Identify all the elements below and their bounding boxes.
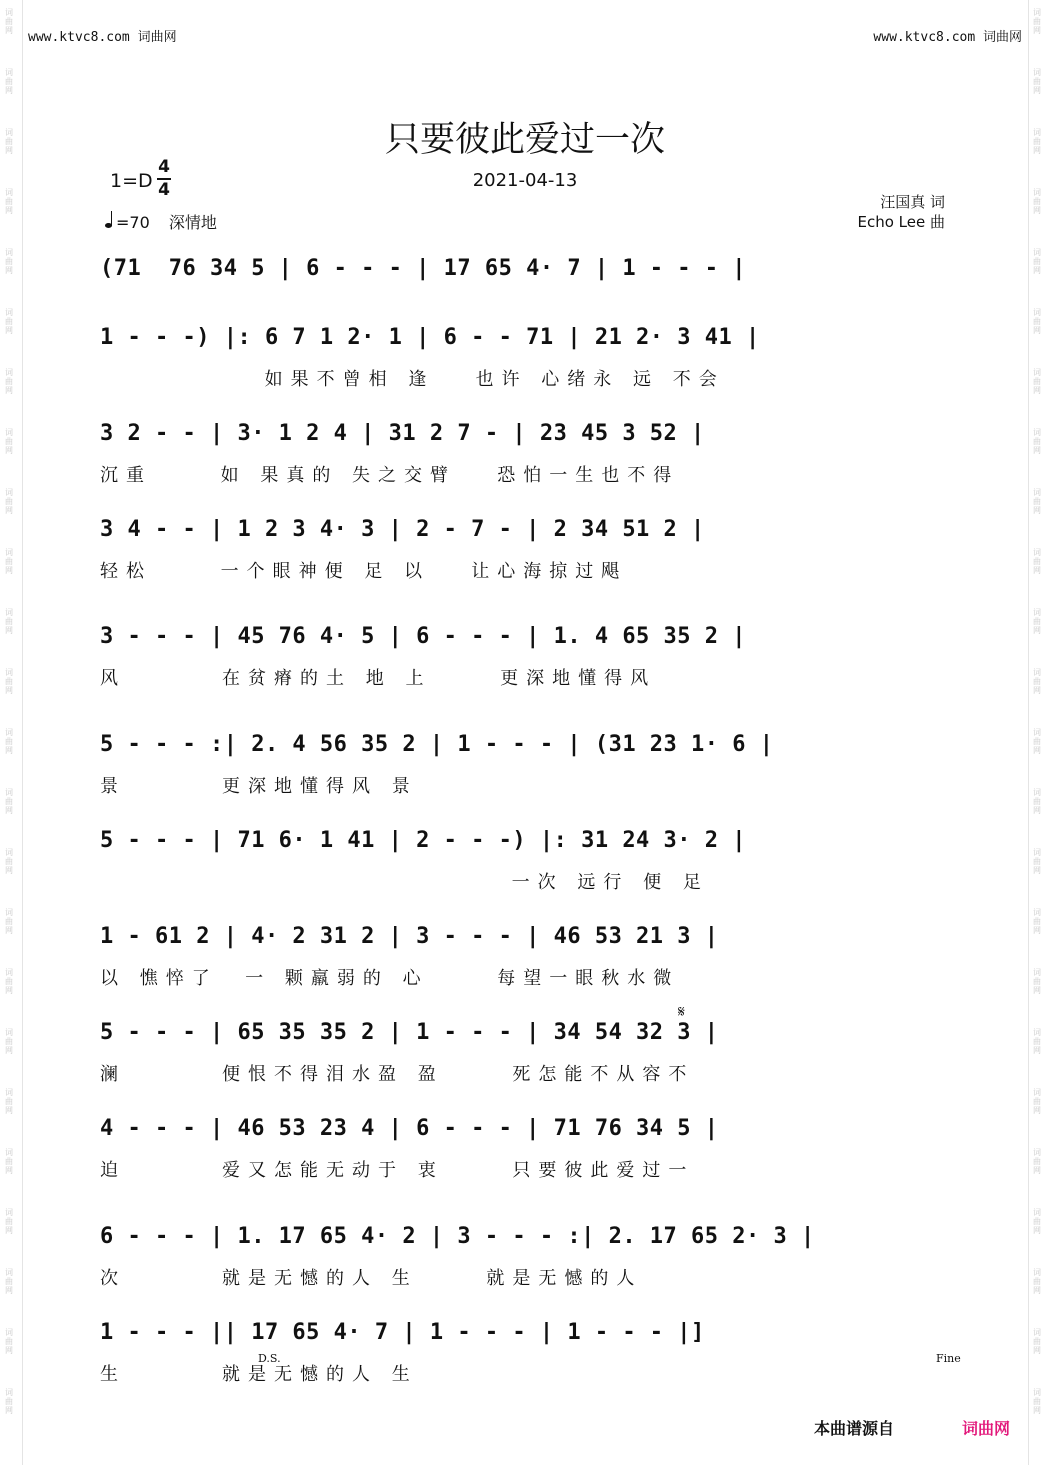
edge-watermark-text: 词曲网 <box>5 1268 13 1295</box>
score-row <box>0 256 1050 326</box>
edge-watermark-text: 词曲网 <box>1033 488 1041 515</box>
edge-watermark-text: 词曲网 <box>1033 248 1041 275</box>
edge-watermark-text: 词曲网 <box>5 188 13 215</box>
edge-watermark-text: 词曲网 <box>1033 8 1041 35</box>
notation-line: 3 2 - - | 3· 1 2 4 | 31 2 7 - | 23 45 3 52 | <box>100 421 705 446</box>
score-row <box>0 828 1050 898</box>
lyrics-line: 次 就是无憾的人 生 就是无憾的人 <box>100 1268 643 1289</box>
edge-watermark-text: 词曲网 <box>1033 968 1041 995</box>
notation-line: 1 - - - || 17 65 4· 7 | 1 - - - | 1 - - - |] <box>100 1320 705 1345</box>
key-signature: 1=D <box>110 170 153 192</box>
lyrics-line: 如果不曾相 逢 也许 心绪永 远 不会 <box>100 369 725 390</box>
notation-line: 1 - - -) |: 6 7 1 2· 1 | 6 - - 71 | 21 2· 3 41 | <box>100 325 760 350</box>
notation-line: 3 4 - - | 1 2 3 4· 3 | 2 - 7 - | 2 34 51 2 | <box>100 517 705 542</box>
edge-watermark-text: 词曲网 <box>5 8 13 35</box>
edge-watermark-text: 词曲网 <box>1033 608 1041 635</box>
edge-watermark-text: 词曲网 <box>1033 1148 1041 1175</box>
edge-watermark-text: 词曲网 <box>1033 1028 1041 1055</box>
notation-line: 3 - - - | 45 76 4· 5 | 6 - - - | 1. 4 65 35 2 | <box>100 624 747 649</box>
edge-watermark-text: 词曲网 <box>1033 908 1041 935</box>
edge-watermark-text: 词曲网 <box>1033 1268 1041 1295</box>
score-row <box>0 517 1050 587</box>
lyrics-line: 轻松 一个眼神便 足 以 让心海掠过飓 <box>100 561 628 582</box>
edge-watermark-text: 词曲网 <box>1033 1328 1041 1355</box>
footer-source-label: 本曲谱源自 <box>814 1419 895 1438</box>
edge-watermark-text: 词曲网 <box>1033 1208 1041 1235</box>
lyrics-line <box>100 296 950 324</box>
edge-watermark-text: 词曲网 <box>5 488 13 515</box>
edge-watermark-text: 词曲网 <box>5 608 13 635</box>
score-row <box>0 732 1050 802</box>
lyrics-line: 沉重 如 果真的 失之交臂 恐怕一生也不得 <box>100 465 680 486</box>
fine-marking: Fine <box>936 1352 961 1365</box>
edge-watermark-text: 词曲网 <box>5 1388 13 1415</box>
edge-watermark-text: 词曲网 <box>1033 68 1041 95</box>
score-row <box>0 1320 1050 1390</box>
edge-watermark-text: 词曲网 <box>5 908 13 935</box>
edge-watermark-text: 词曲网 <box>5 368 13 395</box>
edge-watermark-text: 词曲网 <box>5 428 13 455</box>
tempo-expression: 深情地 <box>168 213 217 232</box>
edge-watermark-text: 词曲网 <box>5 668 13 695</box>
tempo-marking <box>105 210 217 233</box>
edge-watermark-text: 词曲网 <box>1033 128 1041 155</box>
edge-watermark-text: 词曲网 <box>5 1028 13 1055</box>
notation-line: 5 - - - | 71 6· 1 41 | 2 - - -) |: 31 24 3· 2 | <box>100 828 747 853</box>
segno-icon: 𝄋 <box>678 1002 685 1021</box>
edge-watermark-text: 词曲网 <box>5 248 13 275</box>
score-row <box>0 1224 1050 1294</box>
notation-line: 6 - - - | 1. 17 65 4· 2 | 3 - - - :| 2. 17 65 2· 3 | <box>100 1224 815 1249</box>
lyrics-line: 风 在贫瘠的土 地 上 更深地懂得风 <box>100 668 657 689</box>
edge-watermark-text: 词曲网 <box>5 68 13 95</box>
edge-watermark-text: 词曲网 <box>5 308 13 335</box>
edge-watermark-text: 词曲网 <box>1033 728 1041 755</box>
edge-watermark-text: 词曲网 <box>1033 188 1041 215</box>
site-watermark-right[interactable]: www.ktvc8.com 词曲网 <box>873 30 1022 45</box>
edge-watermark-text: 词曲网 <box>5 968 13 995</box>
edge-watermark-text: 词曲网 <box>5 1088 13 1115</box>
lyrics-line: 一次 远行 便 足 <box>100 872 709 893</box>
edge-watermark-text: 词曲网 <box>1033 668 1041 695</box>
edge-watermark-text: 词曲网 <box>5 1328 13 1355</box>
notation-line: 1 - 61 2 | 4· 2 31 2 | 3 - - - | 46 53 21 3 | <box>100 924 719 949</box>
ds-marking: D.S. <box>258 1352 281 1365</box>
notation-line: 4 - - - | 46 53 23 4 | 6 - - - | 71 76 34 5 | <box>100 1116 719 1141</box>
time-signature-top: 4 <box>158 157 170 177</box>
score-row <box>0 421 1050 491</box>
score-row <box>0 1020 1050 1090</box>
edge-watermark-text: 词曲网 <box>5 1208 13 1235</box>
edge-watermark-text: 词曲网 <box>1033 428 1041 455</box>
credits <box>858 192 946 232</box>
notation-line: 5 - - - :| 2. 4 56 35 2 | 1 - - - | (31 23 1· 6 | <box>100 732 774 757</box>
edge-watermark-text: 词曲网 <box>1033 848 1041 875</box>
edge-watermark-text: 词曲网 <box>5 848 13 875</box>
score-row <box>0 1116 1050 1186</box>
composer-credit: Echo Lee 曲 <box>857 213 945 231</box>
lyricist-credit: 汪国真 词 <box>880 193 945 211</box>
edge-watermark-text: 词曲网 <box>1033 548 1041 575</box>
edge-watermark-text: 词曲网 <box>1033 788 1041 815</box>
score-row <box>0 624 1050 694</box>
time-signature-bottom: 4 <box>158 180 170 200</box>
tempo-value: =70 <box>116 213 150 232</box>
edge-watermark-text: 词曲网 <box>1033 368 1041 395</box>
notation-line: 5 - - - | 65 35 35 2 | 1 - - - | 34 54 32 3 | <box>100 1020 719 1045</box>
edge-watermark-text: 词曲网 <box>1033 1388 1041 1415</box>
lyrics-line: 迫 爱又怎能无动于 衷 只要彼此爱过一 <box>100 1160 695 1181</box>
edge-watermark-text: 词曲网 <box>1033 308 1041 335</box>
lyrics-line: 景 更深地懂得风 景 <box>100 776 418 797</box>
edge-watermark-text: 词曲网 <box>5 728 13 755</box>
lyrics-line: 以 憔悴了 一 颗羸弱的 心 每望一眼秋水微 <box>100 968 680 989</box>
score-row <box>0 325 1050 395</box>
quarter-note-icon <box>105 223 112 228</box>
edge-watermark-text: 词曲网 <box>1033 1088 1041 1115</box>
lyrics-line: 澜 便恨不得泪水盈 盈 死怎能不从容不 <box>100 1064 695 1085</box>
edge-watermark-text: 词曲网 <box>5 128 13 155</box>
score-date: 2021-04-13 <box>472 170 578 191</box>
edge-watermark-text: 词曲网 <box>5 1148 13 1175</box>
song-title: 只要彼此爱过一次 <box>384 120 665 160</box>
footer-source-brand[interactable]: 词曲网 <box>962 1419 1011 1438</box>
score-row <box>0 924 1050 994</box>
edge-watermark-text: 词曲网 <box>5 788 13 815</box>
lyrics-line: 生 就是无憾的人 生 <box>100 1364 418 1385</box>
edge-watermark-text: 词曲网 <box>5 548 13 575</box>
site-watermark-left[interactable]: www.ktvc8.com 词曲网 <box>28 30 177 45</box>
notation-line: (71 76 34 5 | 6 - - - | 17 65 4· 7 | 1 - - - | <box>100 256 747 281</box>
